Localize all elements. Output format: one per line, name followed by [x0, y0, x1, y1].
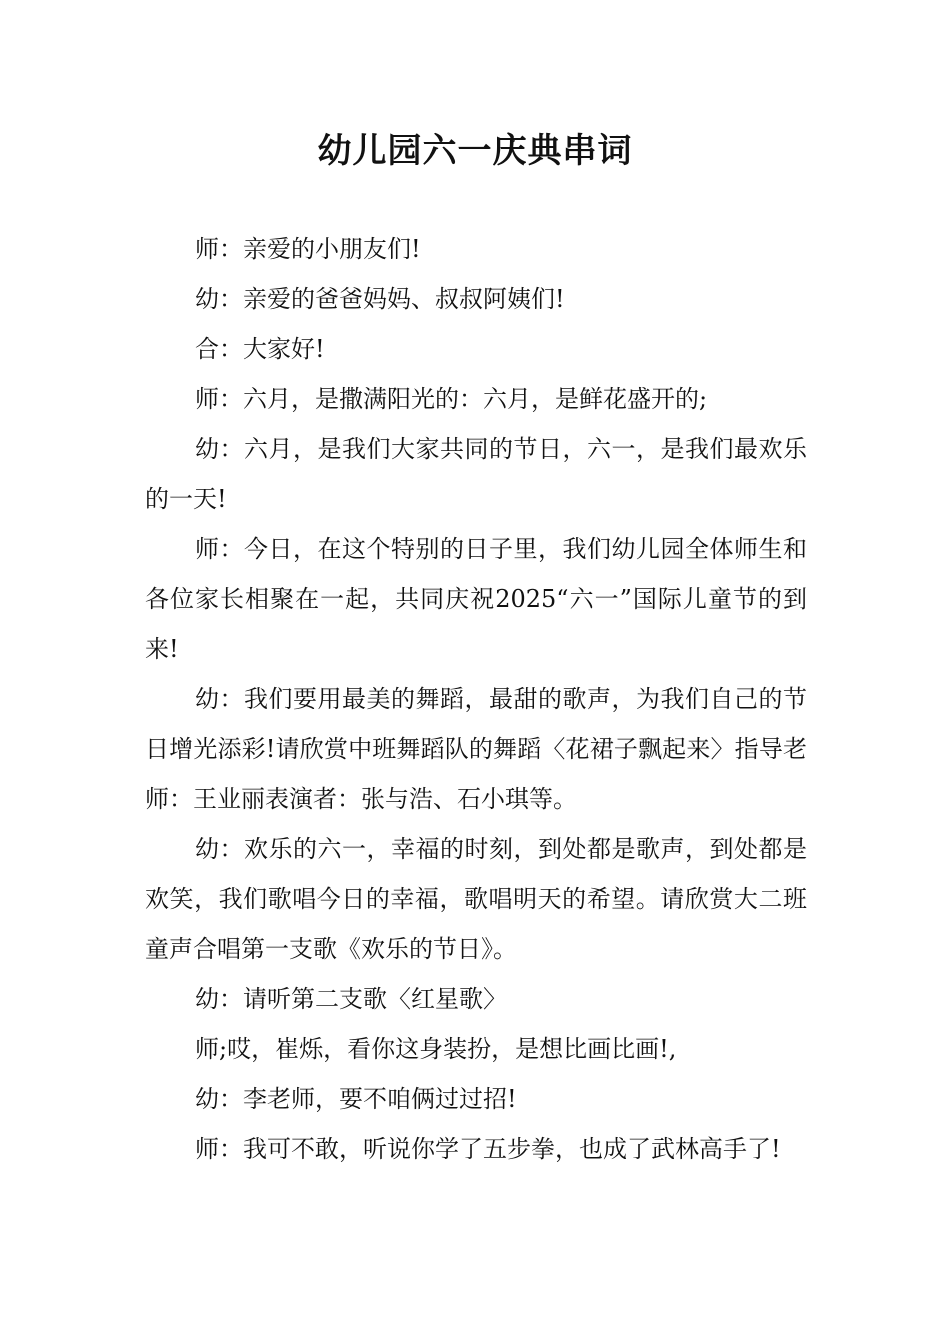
- paragraph: 师：六月，是撒满阳光的：六月，是鲜花盛开的;: [195, 385, 708, 413]
- paragraph: 师：亲爱的小朋友们!: [195, 235, 421, 263]
- paragraph: 幼：请听第二支歌〈红星歌〉: [195, 985, 507, 1013]
- paragraph: 幼：亲爱的爸爸妈妈、叔叔阿姨们!: [195, 285, 565, 313]
- paragraph: 幼：六月，是我们大家共同的节日，六一，是我们最欢乐的一天!: [145, 435, 807, 513]
- paragraph: 幼：李老师，要不咱俩过过招!: [195, 1085, 517, 1113]
- document-body: [145, 224, 807, 1174]
- document-title: 幼儿园六一庆典串词: [317, 131, 633, 171]
- paragraph: 幼：欢乐的六一，幸福的时刻，到处都是歌声，到处都是欢笑，我们歌唱今日的幸福，歌唱明天的希望。请欣赏大二班童声合唱第一支歌《欢乐的节日》。: [145, 835, 807, 963]
- paragraph: 幼：我们要用最美的舞蹈，最甜的歌声，为我们自己的节日增光添彩!请欣赏中班舞蹈队的舞蹈〈花裙子飘起来〉指导老师：王业丽表演者：张与浩、石小琪等。: [145, 685, 807, 813]
- paragraph: 师：今日，在这个特别的日子里，我们幼儿园全体师生和各位家长相聚在一起，共同庆祝2025“六一”国际儿童节的到来!: [145, 535, 807, 663]
- paragraph: 师：我可不敢，听说你学了五步拳，也成了武林高手了!: [195, 1135, 781, 1163]
- paragraph: 师;哎，崔烁，看你这身装扮，是想比画比画!,: [195, 1035, 677, 1063]
- paragraph: 合：大家好!: [195, 335, 325, 363]
